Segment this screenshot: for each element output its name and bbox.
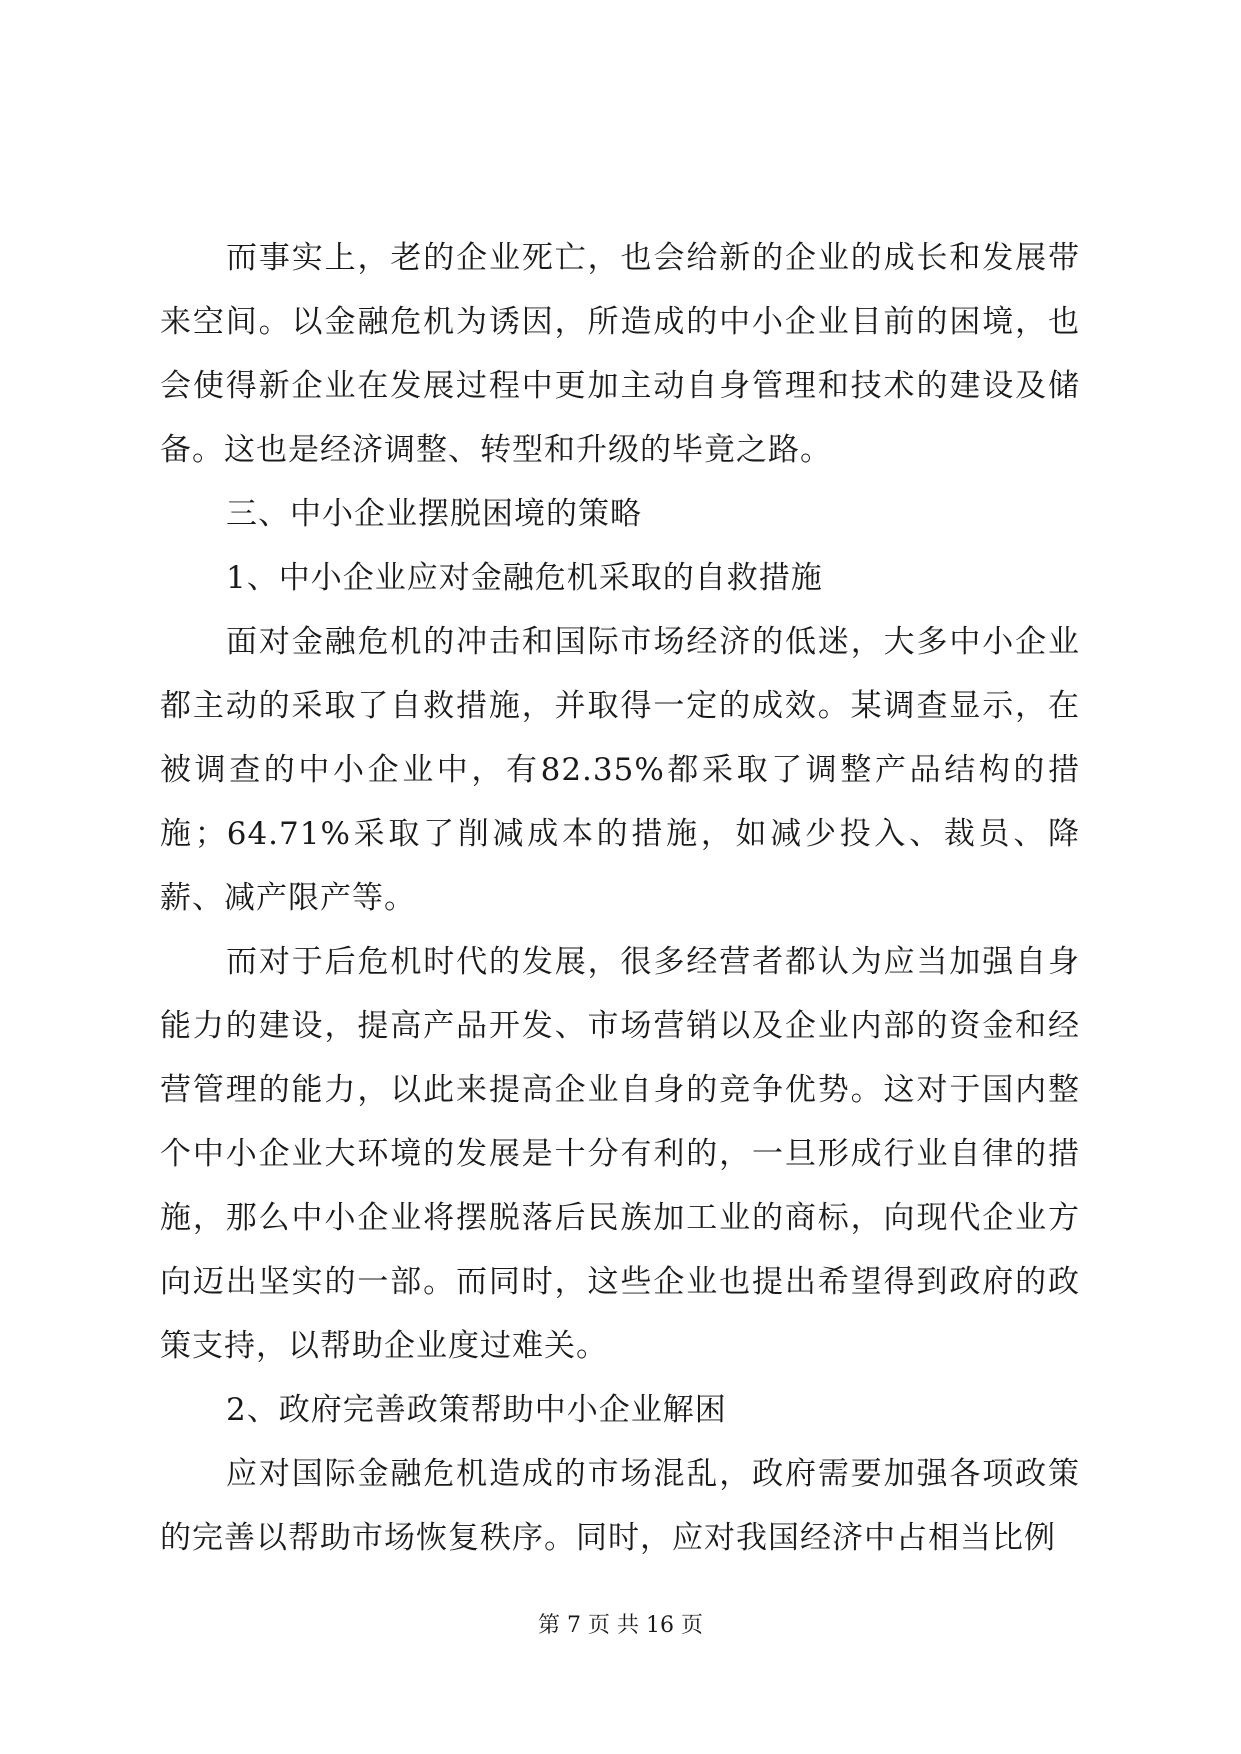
- subheading-government-policy: 2、政府完善政策帮助中小企业解困: [226, 1392, 727, 1428]
- document-body: [160, 226, 1080, 1570]
- paragraph-self-rescue-measures: 面对金融危机的冲击和国际市场经济的低迷，大多中小企业都主动的采取了自救措施，并取得一定的成效。某调查显示，在被调查的中小企业中，有82.35%都采取了调整产品结构的措施；64.71%采取了削减成本的措施，如减少投入、裁员、降薪、减产限产等。: [160, 624, 1080, 916]
- section-heading-strategies: 三、中小企业摆脱困境的策略: [226, 496, 642, 532]
- page-number-footer: 第 7 页 共 16 页: [538, 1613, 703, 1638]
- paragraph-post-crisis-development: 而对于后危机时代的发展，很多经营者都认为应当加强自身能力的建设，提高产品开发、市场营销以及企业内部的资金和经营管理的能力，以此来提高企业自身的竞争优势。这对于国内整个中小企业大环境的发展是十分有利的，一旦形成行业自律的措施，那么中小企业将摆脱落后民族加工业的商标，向现代企业方向迈出坚实的一部。而同时，这些企业也提出希望得到政府的政策支持，以帮助企业度过难关。: [160, 944, 1080, 1364]
- subheading-self-rescue: 1、中小企业应对金融危机采取的自救措施: [226, 560, 823, 596]
- paragraph-government-measures: 应对国际金融危机造成的市场混乱，政府需要加强各项政策的完善以帮助市场恢复秩序。同时，应对我国经济中占相当比例: [160, 1456, 1080, 1556]
- paragraph-new-enterprise-growth: 而事实上，老的企业死亡，也会给新的企业的成长和发展带来空间。以金融危机为诱因，所造成的中小企业目前的困境，也会使得新企业在发展过程中更加主动自身管理和技术的建设及储备。这也是经济调整、转型和升级的毕竟之路。: [160, 240, 1080, 468]
